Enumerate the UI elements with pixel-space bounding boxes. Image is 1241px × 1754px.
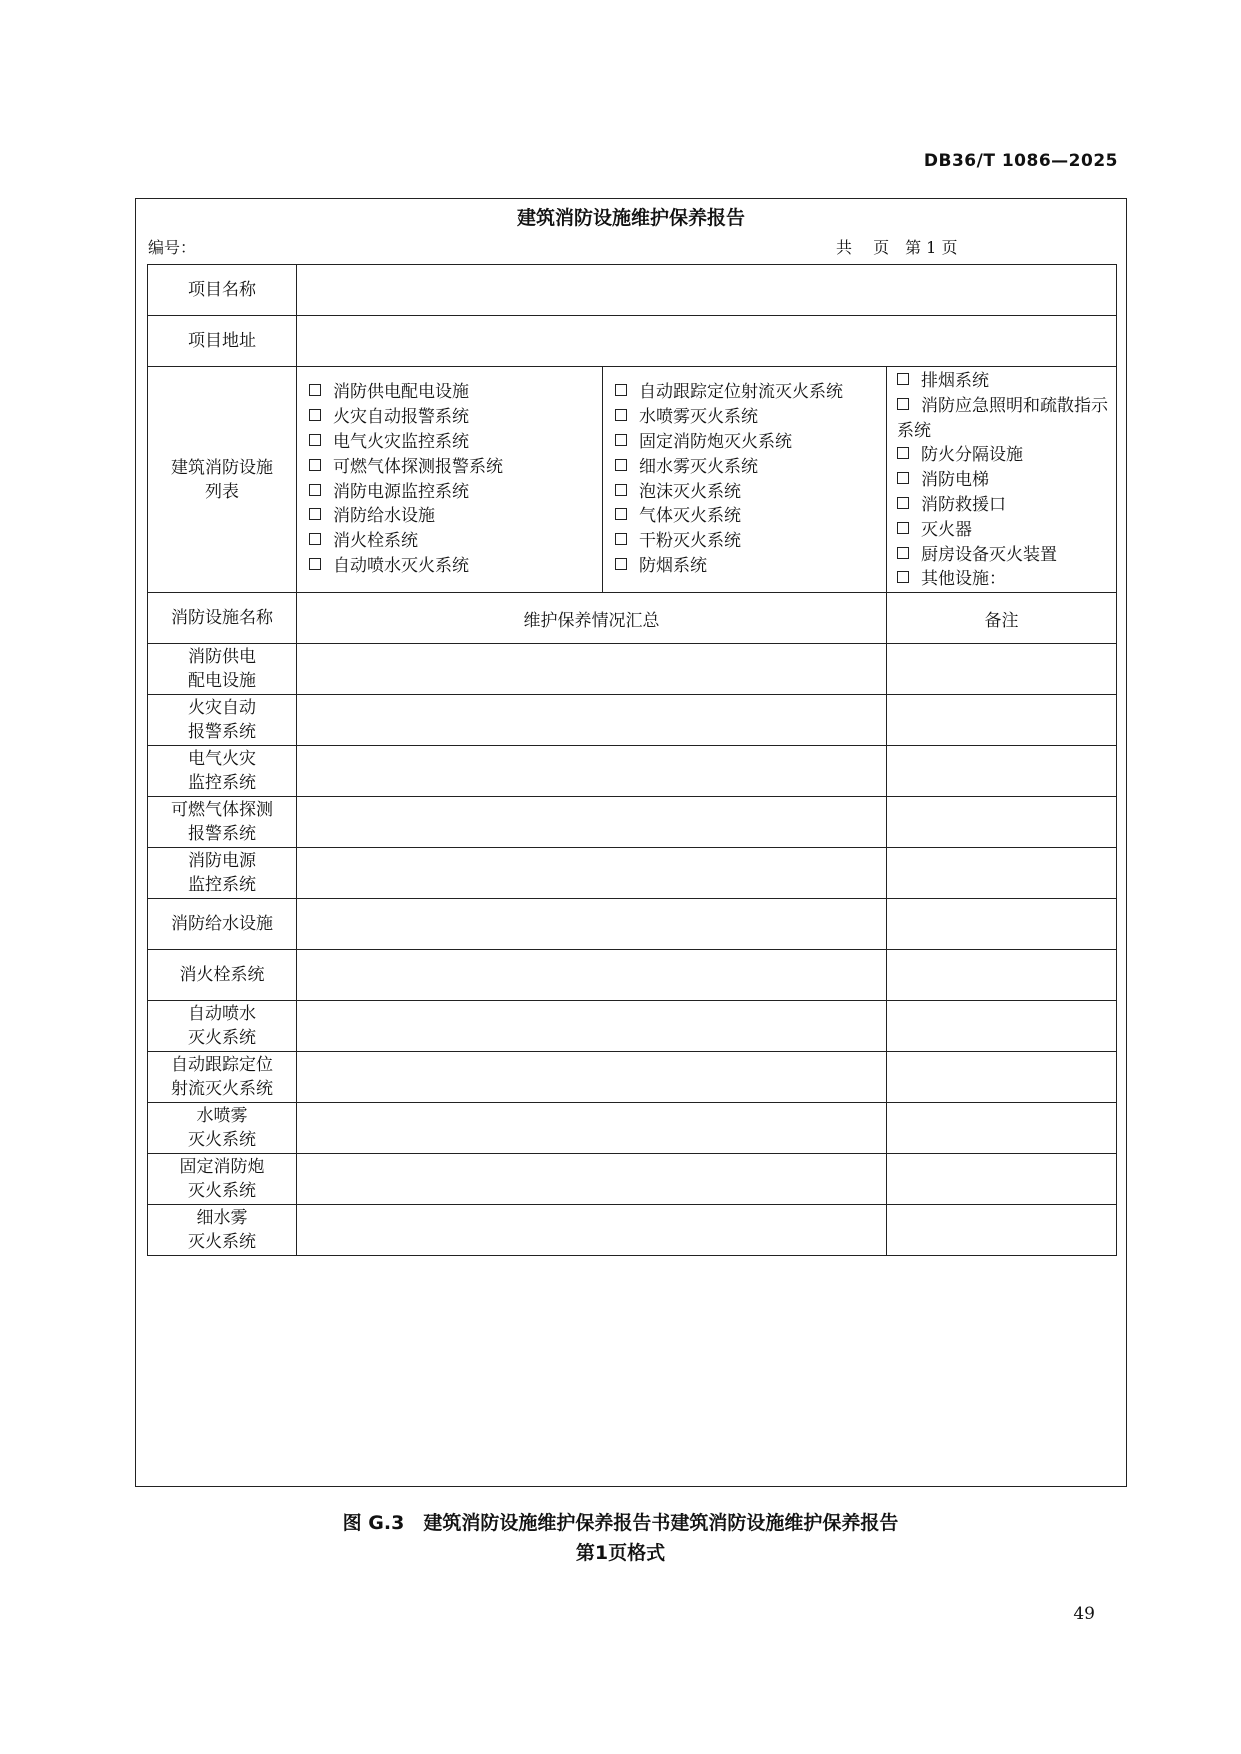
project-address-row [148,316,1117,367]
project-name-label: 项目名称 [148,265,297,316]
facility-checkbox-item[interactable] [615,405,886,430]
checkbox-icon[interactable] [615,484,627,496]
summary-row [148,899,1117,950]
facility-checkbox-label: 防烟系统 [639,555,707,576]
maintenance-summary-cell[interactable] [297,1103,887,1154]
checkbox-icon[interactable] [309,484,321,496]
remark-cell[interactable] [887,695,1117,746]
figure-caption [0,1508,1241,1568]
checkbox-icon[interactable] [615,508,627,520]
facility-checkbox-item[interactable] [897,493,1116,518]
facility-checkbox-label: 消防应急照明和疏散指示系统 [897,395,1108,441]
facility-checkbox-label: 消防电梯 [921,470,989,491]
remark-header: 备注 [887,593,1117,644]
facility-name-cell: 自动跟踪定位 射流灭火系统 [148,1052,297,1103]
remark-cell[interactable] [887,848,1117,899]
remark-cell[interactable] [887,1205,1117,1256]
facility-checkbox-label: 消火栓系统 [333,531,418,552]
checkbox-icon[interactable] [897,447,909,459]
summary-row [148,644,1117,695]
summary-row [148,695,1117,746]
project-address-field[interactable] [297,316,1117,367]
facility-checkbox-item[interactable] [615,430,886,455]
summary-header-row [148,593,1117,644]
remark-cell[interactable] [887,1001,1117,1052]
report-table [147,264,1117,1256]
facility-checkbox-item[interactable] [897,567,1116,592]
checkbox-icon[interactable] [309,558,321,570]
checkbox-icon[interactable] [897,547,909,559]
facility-name-cell: 固定消防炮 灭火系统 [148,1154,297,1205]
checkbox-icon[interactable] [615,459,627,471]
summary-row [148,950,1117,1001]
facility-checkbox-label: 干粉灭火系统 [639,531,741,552]
remark-cell[interactable] [887,899,1117,950]
facility-checkbox-item[interactable] [309,529,602,554]
checkbox-icon[interactable] [615,558,627,570]
page-info: 共 页 第 1 页 [836,238,958,257]
summary-row [148,1103,1117,1154]
maintenance-summary-cell[interactable] [297,1052,887,1103]
form-title: 建筑消防设施维护保养报告 [516,207,745,229]
facility-checkbox-item[interactable] [309,554,602,579]
facility-checkbox-label: 自动跟踪定位射流灭火系统 [639,382,843,403]
checkbox-icon[interactable] [309,434,321,446]
maintenance-summary-cell[interactable] [297,1205,887,1256]
facility-name-cell: 消防电源 监控系统 [148,848,297,899]
facility-checkbox-label: 固定消防炮灭火系统 [639,431,792,452]
facility-checkbox-label: 厨房设备灭火装置 [921,544,1057,565]
maintenance-summary-cell[interactable] [297,746,887,797]
checkbox-icon[interactable] [897,472,909,484]
maintenance-summary-header: 维护保养情况汇总 [297,593,887,644]
facility-checkbox-label: 排烟系统 [921,371,989,391]
facility-checkbox-item[interactable] [615,504,886,529]
maintenance-summary-cell[interactable] [297,644,887,695]
facility-name-cell: 水喷雾 灭火系统 [148,1103,297,1154]
facility-checkbox-item[interactable] [309,380,602,405]
facility-checkbox-item[interactable] [615,455,886,480]
facility-list-label: 建筑消防设施 列表 [148,367,297,593]
remark-cell[interactable] [887,1154,1117,1205]
facility-list-row [148,367,1117,593]
summary-row [148,1154,1117,1205]
facility-name-cell: 火灾自动 报警系统 [148,695,297,746]
facility-name-cell: 消防给水设施 [148,899,297,950]
project-name-field[interactable] [297,265,1117,316]
maintenance-summary-cell[interactable] [297,1154,887,1205]
checkbox-icon[interactable] [897,571,909,583]
facility-checkbox-label: 其他设施： [921,569,1006,590]
checkbox-icon[interactable] [615,434,627,446]
facility-checkbox-label: 可燃气体探测报警系统 [333,456,503,477]
maintenance-summary-cell[interactable] [297,899,887,950]
checkbox-icon[interactable] [309,459,321,471]
summary-row [148,1205,1117,1256]
facility-checkbox-item[interactable] [897,369,1116,394]
project-address-label: 项目地址 [148,316,297,367]
maintenance-summary-cell[interactable] [297,797,887,848]
facility-list-col3 [887,367,1117,593]
standard-code: DB36/T 1086—2025 [923,151,1118,171]
checkbox-icon[interactable] [309,384,321,396]
checkbox-icon[interactable] [615,533,627,545]
facility-checkbox-label: 水喷雾灭火系统 [639,407,758,428]
caption-line-2: 第1页格式 [575,1542,666,1564]
facility-checkbox-item[interactable] [309,405,602,430]
facility-name-cell: 消火栓系统 [148,950,297,1001]
facility-checkbox-label: 防火分隔设施 [921,445,1023,466]
facility-checkbox-label: 消防电源监控系统 [333,481,469,502]
facility-checkbox-item[interactable] [897,443,1116,468]
checkbox-icon[interactable] [309,508,321,520]
facility-checklist-2 [603,380,886,578]
summary-row [148,848,1117,899]
facility-name-cell: 细水雾 灭火系统 [148,1205,297,1256]
facility-name-cell: 可燃气体探测 报警系统 [148,797,297,848]
checkbox-icon[interactable] [897,497,909,509]
maintenance-summary-cell[interactable] [297,1001,887,1052]
facility-checkbox-label: 电气火灾监控系统 [333,431,469,452]
report-form-frame [135,198,1127,1487]
facility-list-col2 [603,367,887,593]
facility-checkbox-item[interactable] [897,468,1116,493]
summary-row [148,746,1117,797]
remark-cell[interactable] [887,1052,1117,1103]
summary-row [148,797,1117,848]
checkbox-icon[interactable] [615,409,627,421]
facility-checkbox-label: 细水雾灭火系统 [639,456,758,477]
serial-number-label: 编号： [148,238,197,257]
facility-checkbox-item[interactable] [897,518,1116,543]
checkbox-icon[interactable] [897,398,909,410]
checkbox-icon[interactable] [309,409,321,421]
facility-checkbox-label: 灭火器 [921,519,972,540]
facility-name-cell: 电气火灾 监控系统 [148,746,297,797]
facility-checkbox-item[interactable] [309,455,602,480]
page-number: 49 [1073,1604,1095,1624]
facility-name-header: 消防设施名称 [148,593,297,644]
caption-line-1: 图 G.3 建筑消防设施维护保养报告书建筑消防设施维护保养报告 [342,1512,899,1534]
remark-cell[interactable] [887,1103,1117,1154]
facility-checkbox-item[interactable] [309,430,602,455]
maintenance-summary-cell[interactable] [297,950,887,1001]
facility-checkbox-label: 火灾自动报警系统 [333,407,469,428]
checkbox-icon[interactable] [897,522,909,534]
checkbox-icon[interactable] [615,384,627,396]
facility-name-cell: 自动喷水 灭火系统 [148,1001,297,1052]
checkbox-icon[interactable] [309,533,321,545]
facility-checkbox-label: 气体灭火系统 [639,506,741,527]
facility-checkbox-label: 消防救援口 [921,494,1006,515]
facility-checkbox-item[interactable] [897,543,1116,568]
summary-row [148,1001,1117,1052]
project-name-row [148,265,1117,316]
remark-cell[interactable] [887,644,1117,695]
facility-checkbox-label: 泡沫灭火系统 [639,481,741,502]
facility-name-cell: 消防供电 配电设施 [148,644,297,695]
facility-checkbox-item[interactable] [897,394,1116,444]
facility-checkbox-item[interactable] [615,554,886,579]
maintenance-summary-cell[interactable] [297,848,887,899]
facility-checkbox-label: 消防供电配电设施 [333,382,469,403]
maintenance-summary-cell[interactable] [297,695,887,746]
remark-cell[interactable] [887,797,1117,848]
facility-checklist-1 [297,380,602,578]
facility-checkbox-label: 自动喷水灭火系统 [333,555,469,576]
checkbox-icon[interactable] [897,373,909,385]
facility-checkbox-item[interactable] [615,529,886,554]
facility-checkbox-item[interactable] [309,480,602,505]
facility-list-col1 [297,367,603,593]
summary-row [148,1052,1117,1103]
facility-checkbox-item[interactable] [615,380,886,405]
remark-cell[interactable] [887,950,1117,1001]
facility-checklist-3 [887,369,1116,592]
facility-checkbox-item[interactable] [309,504,602,529]
facility-checkbox-item[interactable] [615,480,886,505]
facility-checkbox-label: 消防给水设施 [333,506,435,527]
remark-cell[interactable] [887,746,1117,797]
